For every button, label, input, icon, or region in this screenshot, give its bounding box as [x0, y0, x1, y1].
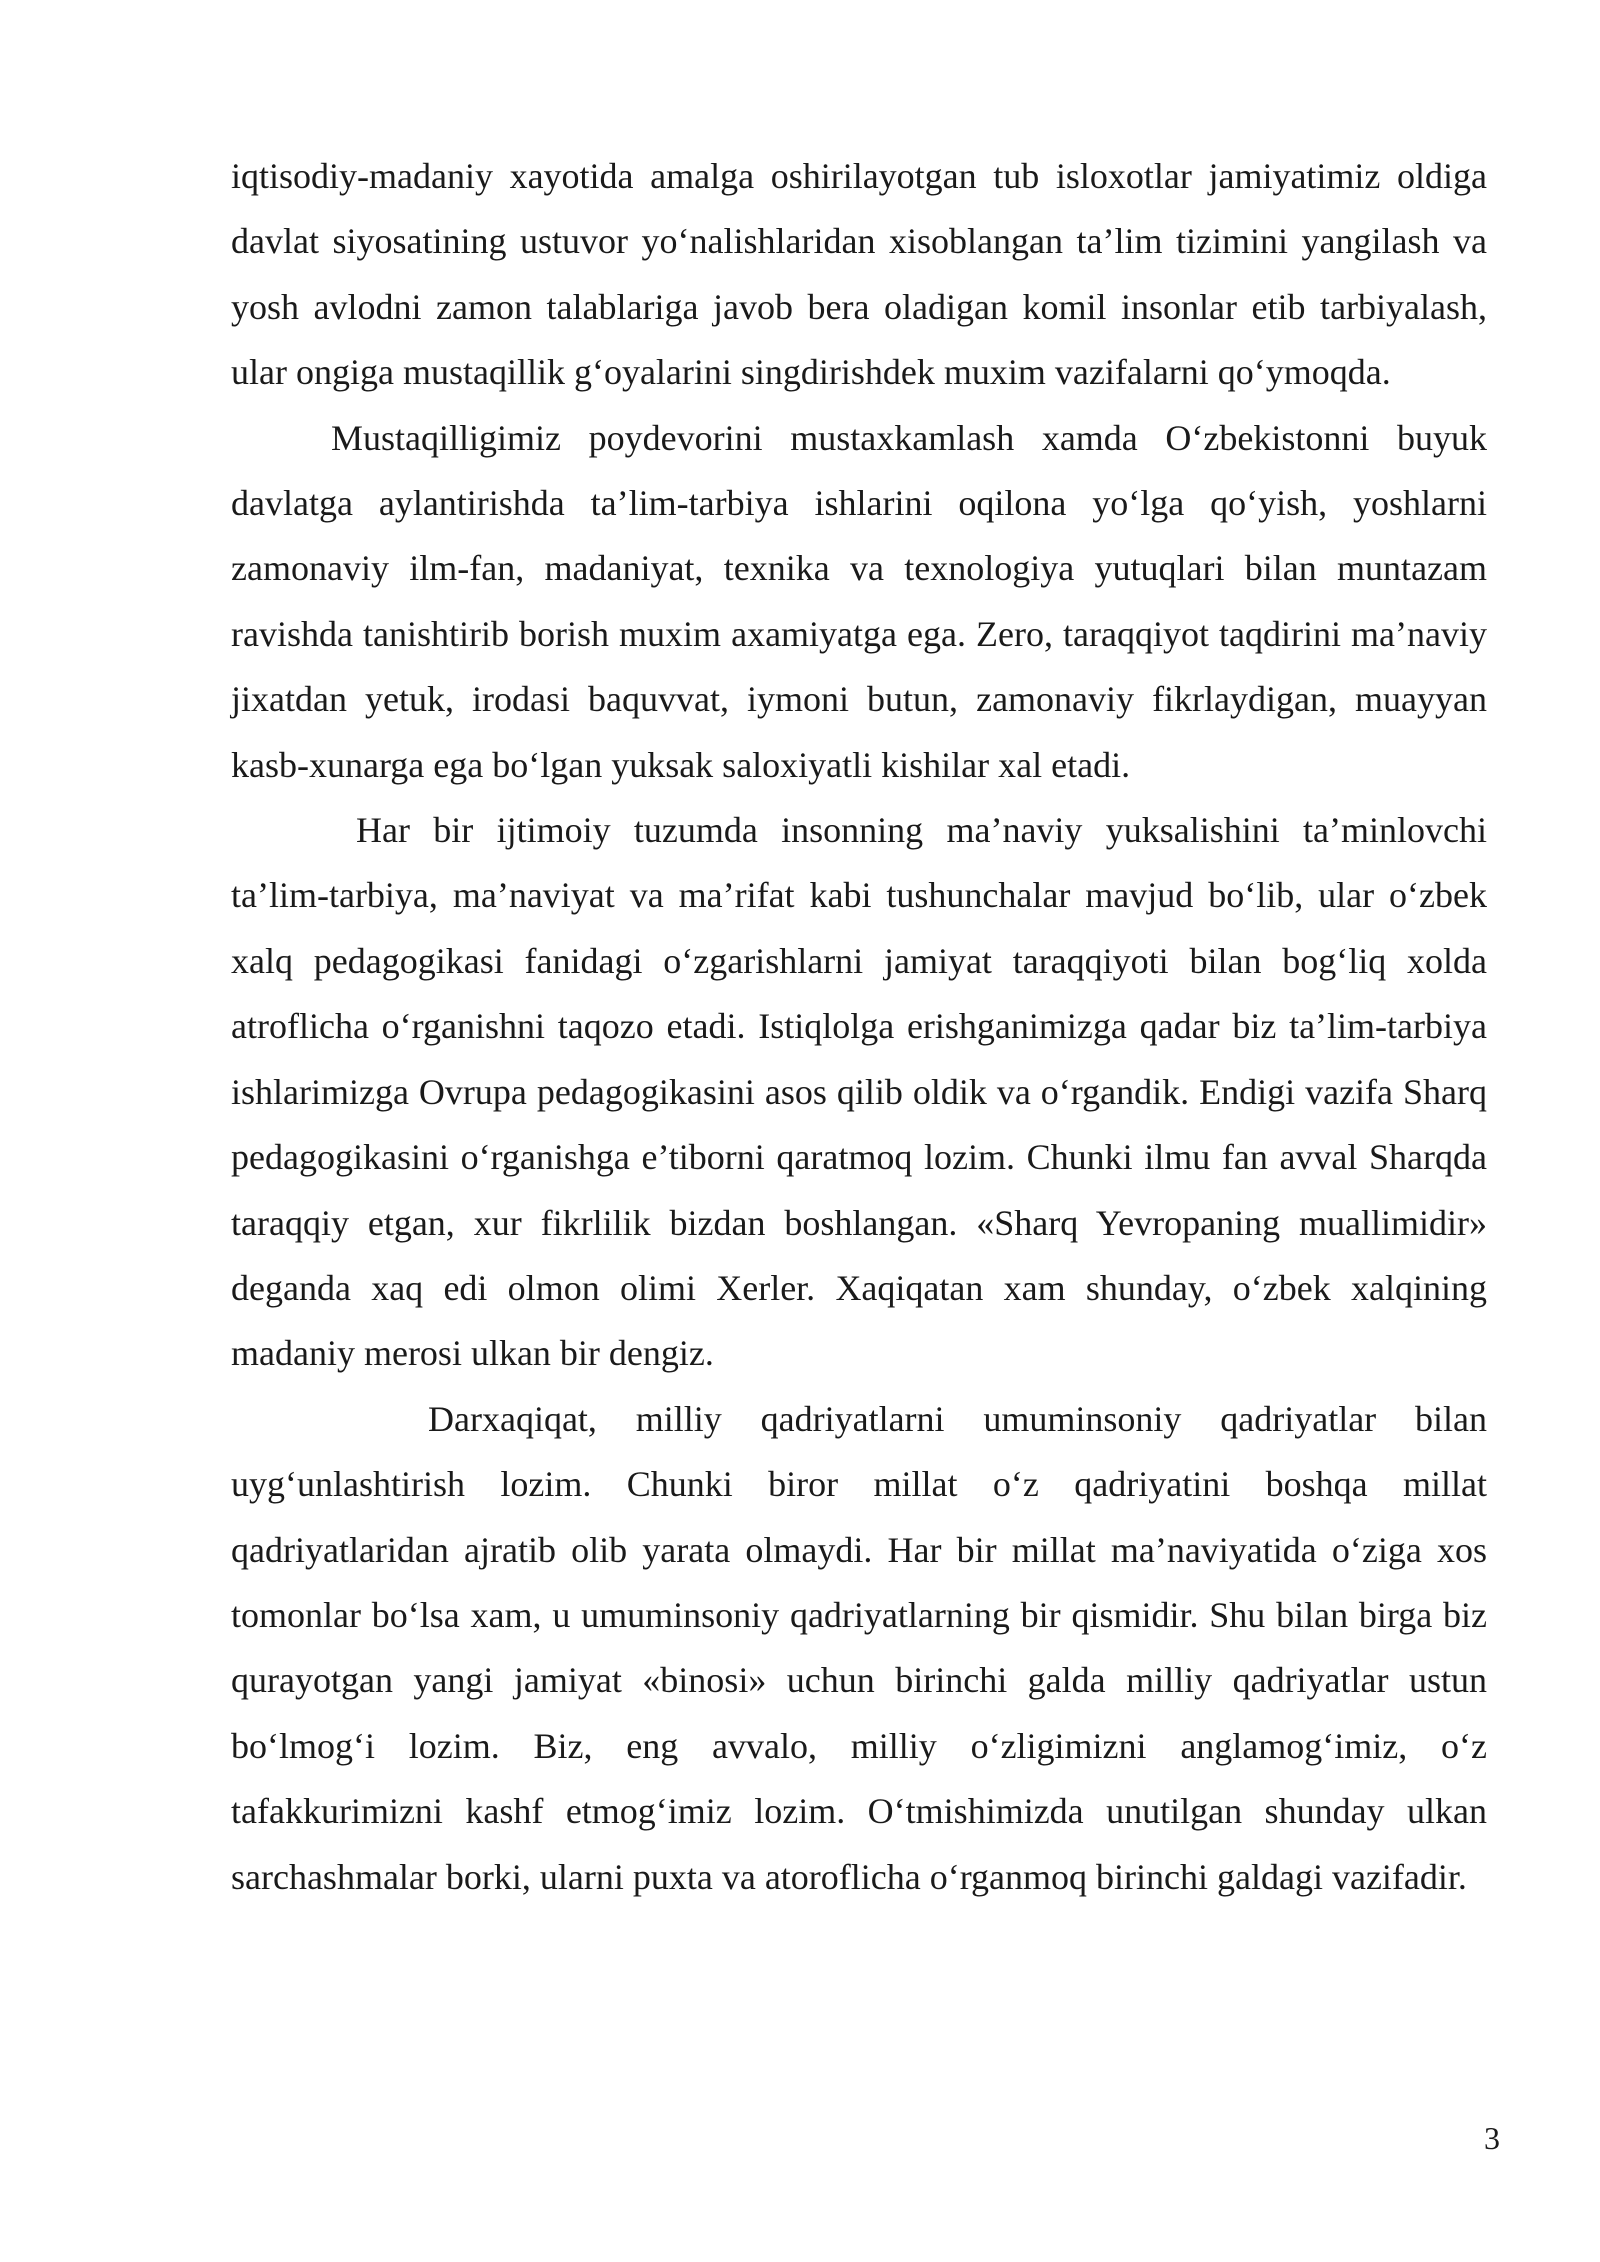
paragraph-1: iqtisodiy-madaniy xayotida amalga oshirilayotgan tub isloxotlar jamiyatimiz oldiga davlat siyosatining ustuvor yo‘nalishlaridan xisoblangan ta’lim tizimini yangilash va yosh avlodni zamon talablariga javob bera oladigan komil insonlar etib tarbiyalash, ular ongiga mustaqillik g‘oyalarini singdirishdek muxim vazifalarni qo‘ymoqda. — [231, 156, 1487, 393]
document-body — [231, 144, 1487, 1910]
paragraph-4: Darxaqiqat, milliy qadriyatlarni umuminsoniy qadriyatlar bilan uyg‘unlashtirish lozim. Chunki biror millat o‘z qadriyatini boshqa millat qadriyatlaridan ajratib olib yarata olmaydi. Har bir millat ma’naviyatida o‘ziga xos tomonlar bo‘lsa xam, u umuminsoniy qadriyatlarning bir qismidir. Shu bilan birga biz qurayotgan yangi jamiyat «binosi» uchun birinchi galda milliy qadriyatlar ustun bo‘lmog‘i lozim. Biz, eng avvalo, milliy o‘zligimizni anglamog‘imiz, o‘z tafakkurimizni kashf etmog‘imiz lozim. O‘tmishimizda unutilgan shunday ulkan sarchashmalar borki, ularni puxta va atoroflicha o‘rganmoq birinchi galdagi vazifadir. — [231, 1398, 1487, 1897]
page-number: 3 — [1484, 2120, 1500, 2156]
paragraph-2: Mustaqilligimiz poydevorini mustaxkamlash xamda O‘zbekistonni buyuk davlatga aylantirishda ta’lim-tarbiya ishlarini oqilona yo‘lga qo‘yish, yoshlarni zamonaviy ilm-fan, madaniyat, texnika va texnologiya yutuqlari bilan muntazam ravishda tanishtirib borish muxim axamiyatga ega. Zero, taraqqiyot taqdirini ma’naviy jixatdan yetuk, irodasi baquvvat, iymoni butun, zamonaviy fikrlaydigan, muayyan kasb-xunarga ega bo‘lgan yuksak saloxiyatli kishilar xal etadi. — [231, 417, 1487, 785]
paragraph-3: Har bir ijtimoiy tuzumda insonning ma’naviy yuksalishini ta’minlovchi ta’lim-tarbiya, ma’naviyat va ma’rifat kabi tushunchalar mavjud bo‘lib, ular o‘zbek xalq pedagogikasi fanidagi o‘zgarishlarni jamiyat taraqqiyoti bilan bog‘liq xolda atroflicha o‘rganishni taqozo etadi. Istiqlolga erishganimizga qadar biz ta’lim-tarbiya ishlarimizga Ovrupa pedagogikasini asos qilib oldik va o‘rgandik. Endigi vazifa Sharq pedagogikasini o‘rganishga e’tiborni qaratmoq lozim. Chunki ilmu fan avval Sharqda taraqqiy etgan, xur fikrlilik bizdan boshlangan. «Sharq Yevropaning muallimidir» deganda xaq edi olmon olimi Xerler. Xaqiqatan xam shunday, o‘zbek xalqining madaniy merosi ulkan bir dengiz. — [231, 810, 1487, 1374]
